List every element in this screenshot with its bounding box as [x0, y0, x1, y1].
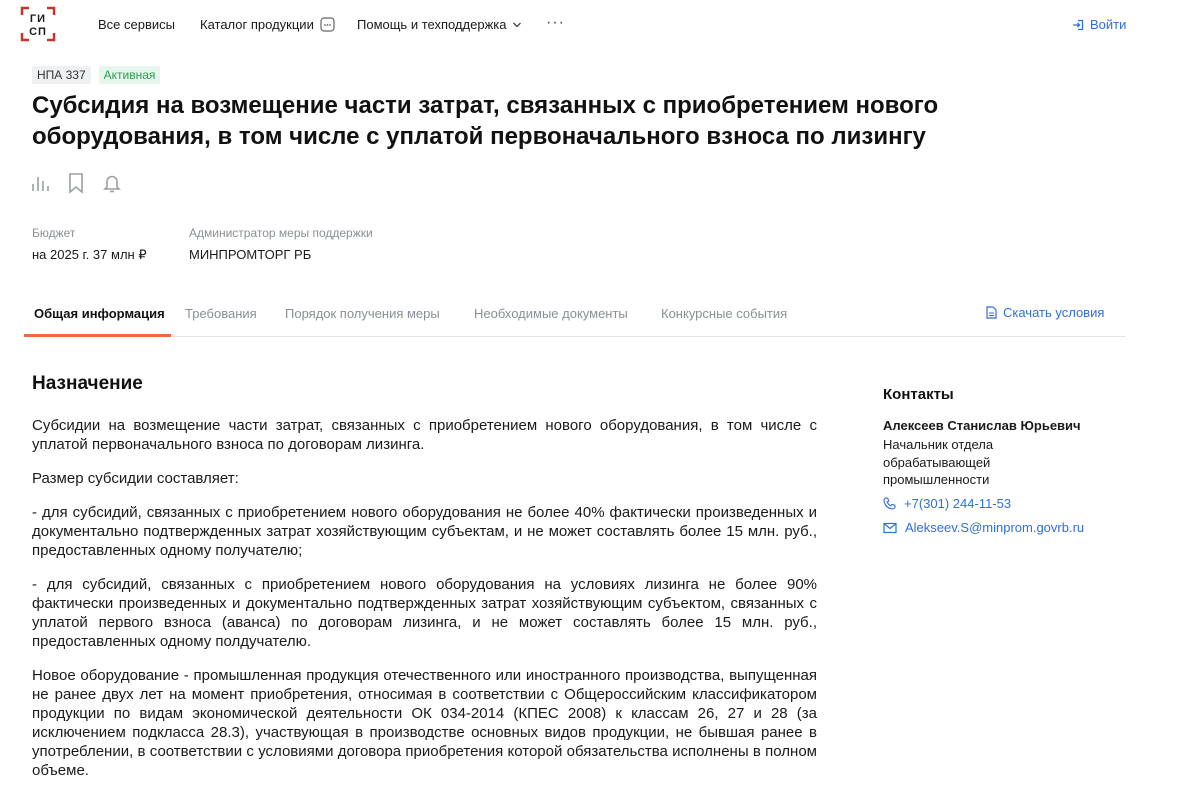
paragraph: Субсидии на возмещение части затрат, связанных с приобретением нового оборудования, в том числе с уплатой первоначального взноса по договорам лизинга.: [32, 417, 817, 453]
contact-email-link[interactable]: [883, 520, 1084, 535]
nav-product-catalog[interactable]: [200, 17, 335, 32]
nav-product-catalog-label: Каталог продукции: [200, 17, 314, 32]
npa-badge: НПА 337: [32, 66, 91, 84]
document-icon: [986, 306, 997, 319]
tab-general-info[interactable]: Общая информация: [34, 306, 165, 321]
login-icon: [1072, 19, 1084, 31]
active-tab-indicator: [24, 334, 171, 337]
phone-icon: [883, 497, 896, 510]
badges: [32, 66, 160, 84]
nav-all-services[interactable]: [98, 17, 175, 32]
paragraph: Размер субсидии составляет:: [32, 470, 239, 487]
gisp-logo[interactable]: [20, 6, 56, 42]
download-conditions-label: Скачать условия: [1003, 305, 1105, 320]
section-title: Назначение: [32, 373, 143, 394]
contact-name: Алексеев Станислав Юрьевич: [883, 418, 1081, 433]
paragraph: Новое оборудование - промышленная продукция отечественного или иностранного производства, выпущенная не ранее двух лет на момент приобретения, относимая в соответствии с Общероссийским классификатором продукции по видам экономической деятельности ОК 034-2014 (КПЕС 2008) к классам 26, 27 и 28 (за исключением подкласса 28.3), участвующая в производстве основных видов продукции, не бывшая ранее в употреблении, в соответствии с условиями договора приобретения которой обязательства исполнены в полном объеме.: [32, 667, 817, 779]
mail-icon: [883, 522, 897, 534]
tab-bar: [24, 292, 1126, 337]
bookmark-icon[interactable]: [66, 172, 86, 194]
logo-text-bottom: СП: [29, 26, 47, 38]
budget-value: на 2025 г. 37 млн ₽: [32, 247, 147, 262]
top-header: [0, 0, 1200, 50]
download-conditions-link[interactable]: [986, 305, 1104, 320]
contact-phone-link[interactable]: [883, 496, 1011, 511]
contacts-title: Контакты: [883, 386, 954, 403]
bell-icon[interactable]: [102, 172, 122, 194]
tab-procedure[interactable]: Порядок получения меры: [285, 306, 440, 321]
page-actions: [30, 172, 122, 194]
status-badge: Активная: [99, 66, 161, 84]
tab-contest-events[interactable]: Конкурсные события: [661, 306, 788, 321]
login-label: Войти: [1090, 17, 1127, 32]
login-button[interactable]: [1072, 17, 1126, 32]
admin-label: Администратор меры поддержки: [189, 226, 373, 240]
statistics-icon[interactable]: [30, 172, 50, 194]
more-menu-icon[interactable]: ···: [546, 14, 565, 31]
nav-help-support[interactable]: [357, 17, 522, 32]
contact-email: Alekseev.S@minprom.govrb.ru: [905, 520, 1085, 535]
tab-requirements[interactable]: Требования: [185, 306, 257, 321]
page-title: Субсидия на возмещение части затрат, связанных с приобретением нового оборудования, в том числе с уплатой первоначального взноса по лизингу: [32, 92, 939, 150]
catalog-icon: [320, 17, 335, 32]
logo-text-top: ГИ: [29, 13, 47, 25]
paragraph: - для субсидий, связанных с приобретением нового оборудования не более 40% фактически произведенных и документально подтвержденных затрат хозяйствующим субъектам, и не может составлять более 15 млн. руб., предоставленных одному получателю;: [32, 504, 817, 559]
chevron-down-icon: [512, 20, 522, 30]
contact-position: Начальник отдела обрабатывающей промышленности: [883, 437, 994, 487]
tab-documents[interactable]: Необходимые документы: [474, 306, 628, 321]
budget-label: Бюджет: [32, 226, 76, 240]
contact-phone: +7(301) 244-11-53: [904, 496, 1012, 511]
section-content: [32, 416, 817, 795]
admin-value: МИНПРОМТОРГ РБ: [189, 247, 312, 262]
paragraph: - для субсидий, связанных с приобретением нового оборудования на условиях лизинга не более 90% фактически произведенных и документально подтвержденных затрат хозяйствующим субъектом, связанных с уплатой первого взноса (аванса) по договорам лизинга, и не может составлять более 15 млн. руб., предоставленных одному полдучателю.: [32, 576, 817, 650]
nav-all-services-label: Все сервисы: [98, 17, 175, 32]
nav-help-support-label: Помощь и техподдержка: [357, 17, 507, 32]
